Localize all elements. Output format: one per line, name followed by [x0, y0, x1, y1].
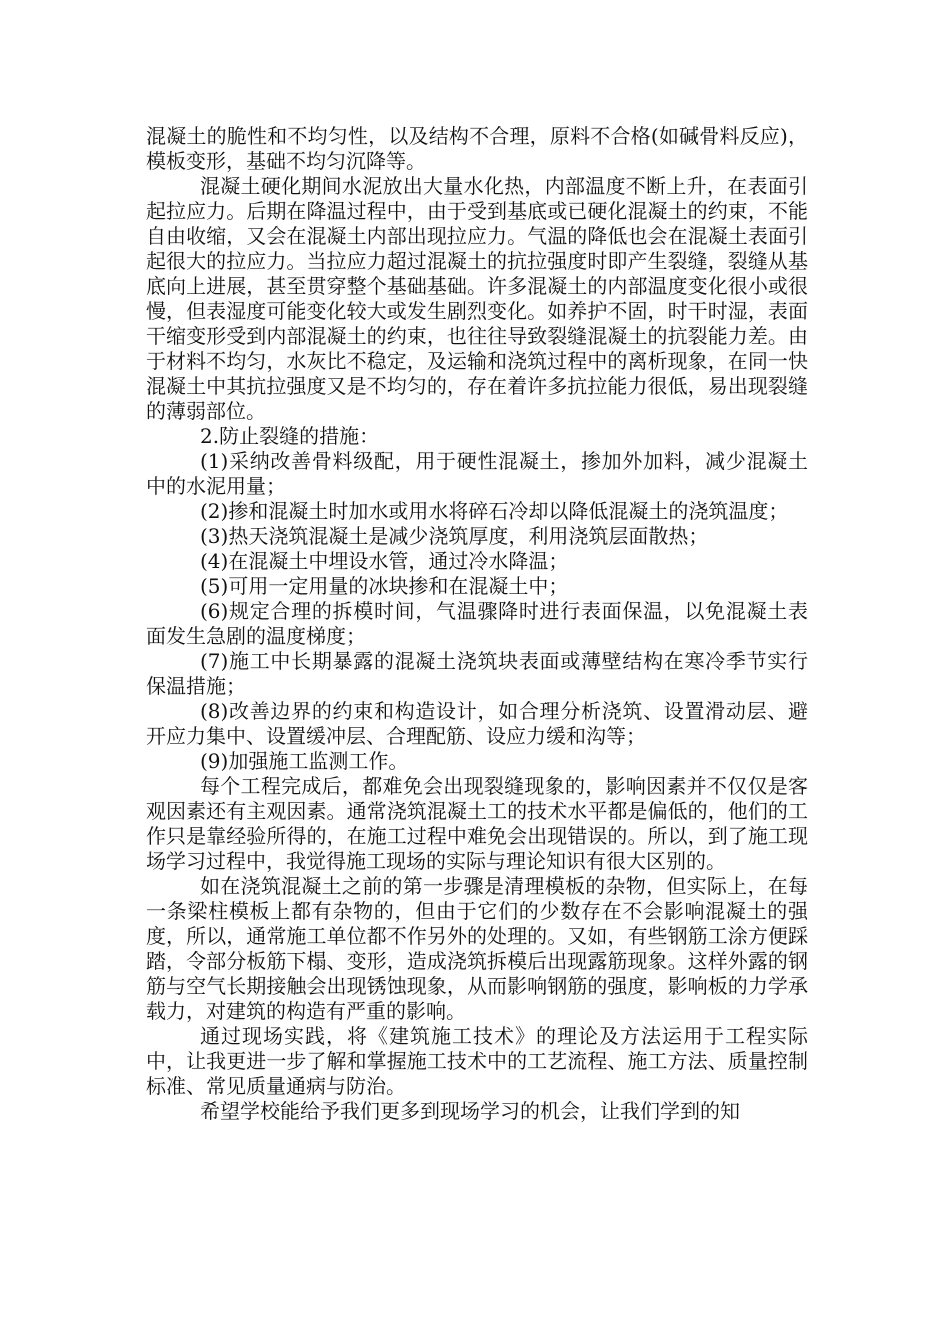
measure-item-1: (1)采纳改善骨料级配，用于硬性混凝土，掺加外加料，减少混凝土中的水泥用量； [146, 449, 808, 498]
measure-item-8: (8)改善边界的约束和构造设计，如合理分析浇筑、设置滑动层、避开应力集中、设置缓冲层、合理配筋、设应力缓和沟等； [146, 699, 808, 748]
paragraph-practice-summary: 通过现场实践，将《建筑施工技术》的理论及方法运用于工程实际中，让我更进一步了解和掌握施工技术中的工艺流程、施工方法、质量控制标准、常见质量通病与防治。 [146, 1024, 808, 1098]
measure-item-4: (4)在混凝土中埋设水管，通过冷水降温； [200, 549, 569, 573]
paragraph-example: 如在浇筑混凝土之前的第一步骤是清理模板的杂物，但实际上，在每一条梁柱模板上都有杂物的，但由于它们的少数存在不会影响混凝土的强度，所以，通常施工单位都不作另外的处理的。又如，有些钢筋工涂方便踩踏，令部分板筋下榻、变形，造成浇筑拆模后出现露筋现象。这样外露的钢筋与空气长期接触会出现锈蚀现象，从而影响钢筋的强度，影响板的力学承载力，对建筑的构造有严重的影响。 [146, 874, 808, 1023]
paragraph-closing: 希望学校能给予我们更多到现场学习的机会，让我们学到的知 [200, 1099, 740, 1123]
measure-item-6: (6)规定合理的拆模时间，气温骤降时进行表面保温，以免混凝土表面发生急剧的温度梯度； [146, 599, 808, 648]
section-heading-crack-prevention: 2.防止裂缝的措施： [200, 424, 380, 448]
paragraph-reflection: 每个工程完成后，都难免会出现裂缝现象的，影响因素并不仅仅是客观因素还有主观因素。通常浇筑混凝土工的技术水平都是偏低的，他们的工作只是靠经验所得的，在施工过程中难免会出现错误的。所以，到了施工现场学习过程中，我觉得施工现场的实际与理论知识有很大区别的。 [146, 774, 808, 873]
measure-item-9: (9)加强施工监测工作。 [200, 749, 409, 773]
document-body [146, 124, 808, 1124]
measure-item-7: (7)施工中长期暴露的混凝土浇筑块表面或薄壁结构在寒冷季节实行保温措施； [146, 649, 808, 698]
paragraph-continuation: 混凝土的脆性和不均匀性，以及结构不合理，原料不合格(如碱骨料反应)，模板变形，基础不均匀沉降等。 [146, 124, 808, 173]
measure-item-5: (5)可用一定用量的冰块掺和在混凝土中； [200, 574, 569, 598]
measure-item-3: (3)热天浇筑混凝土是减少浇筑厚度，利用浇筑层面散热； [200, 524, 709, 548]
paragraph-cause-analysis: 混凝土硬化期间水泥放出大量水化热，内部温度不断上升，在表面引起拉应力。后期在降温过程中，由于受到基底或已硬化混凝土的约束，不能自由收缩，又会在混凝土内部出现拉应力。气温的降低也会在混凝土表面引起很大的拉应力。当拉应力超过混凝土的抗拉强度时即产生裂缝，裂缝从基底向上进展，甚至贯穿整个基础基础。许多混凝土的内部温度变化很小或很慢，但表湿度可能变化较大或发生剧烈变化。如养护不固，时干时湿，表面干缩变形受到内部混凝土的约束，也往往导致裂缝混凝土的抗裂能力差。由于材料不均匀，水灰比不稳定，及运输和浇筑过程中的离析现象，在同一快混凝土中其抗拉强度又是不均匀的，存在着许多抗拉能力很低，易出现裂缝的薄弱部位。 [146, 174, 808, 423]
measure-item-2: (2)掺和混凝土时加水或用水将碎石冷却以降低混凝土的浇筑温度； [200, 499, 789, 523]
